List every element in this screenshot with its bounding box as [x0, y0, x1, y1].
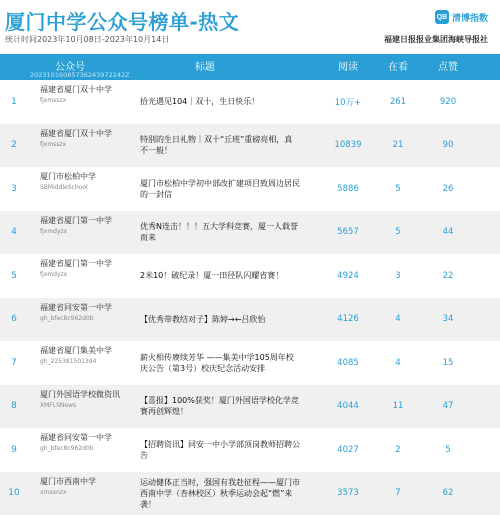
rank-number: 9 — [11, 444, 17, 455]
account-id: gh_2253815013d4 — [40, 358, 97, 365]
account-cell — [40, 345, 132, 366]
table-row[interactable] — [0, 341, 500, 385]
read-count: 4044 — [337, 401, 359, 412]
read-count: 5886 — [337, 183, 359, 194]
stat-period: 统计时间2023年10月08日-2023年10月14日 — [5, 35, 170, 44]
table-row[interactable] — [0, 80, 500, 124]
account-cell — [40, 171, 132, 192]
read-count: 4027 — [337, 444, 359, 455]
read-count: 5657 — [337, 227, 359, 238]
article-title-link[interactable]: 薪火相传赓续芳华 ——集美中学105周年校庆公告（第3号）校庆纪念活动安排 — [140, 352, 294, 373]
account-cell — [40, 302, 132, 323]
like-count: 26 — [442, 183, 454, 194]
account-cell — [40, 258, 132, 279]
rank-number: 3 — [11, 183, 17, 194]
table-row[interactable] — [0, 254, 500, 298]
article-title-link[interactable]: 运动健体正当时，强国有我赴征程——厦门市西南中学（杏林校区）秋季运动会起“燃”来袭！ — [140, 477, 300, 509]
like-count: 90 — [442, 140, 454, 151]
table-row[interactable] — [0, 428, 500, 472]
like-count: 44 — [442, 227, 454, 238]
watching-count: 4 — [395, 314, 401, 325]
account-name[interactable]: 厦门外国语学校微资讯 — [40, 389, 120, 399]
rank-number: 2 — [11, 140, 17, 151]
read-count: 10万+ — [334, 97, 362, 108]
article-title-link[interactable]: 特别的生日礼物｜双十“丘班”重磅亮相，真不一般！ — [140, 135, 293, 156]
table-row[interactable] — [0, 124, 500, 168]
like-count: 5 — [445, 444, 451, 455]
account-cell — [40, 128, 132, 149]
account-name[interactable]: 福建省厦门集美中学 — [40, 346, 112, 355]
account-name[interactable]: 福建省厦门双十中学 — [40, 128, 112, 138]
article-title-link[interactable]: 【优秀带教结对子】陈婷→←吕欣怡 — [140, 314, 266, 324]
watching-count: 21 — [392, 140, 404, 151]
rank-number: 10 — [8, 488, 20, 499]
page-title: 厦门中学公众号榜单-热文 — [5, 10, 240, 34]
account-cell — [40, 84, 132, 105]
account-id: gh_bfec8c962d0b — [40, 314, 94, 322]
account-id: gh_bfec8c962d0b — [40, 445, 94, 452]
read-count: 10839 — [334, 140, 362, 151]
watching-count: 3 — [395, 270, 401, 281]
account-cell — [40, 215, 132, 236]
watching-count: 261 — [389, 96, 407, 107]
account-id: SBMiddleSchool — [40, 184, 88, 191]
article-title-link[interactable]: 【喜报】100%获奖！厦门外国语学校化学竞赛再创辉煌！ — [140, 396, 299, 417]
account-name[interactable]: 福建省同安第一中学 — [40, 433, 112, 442]
publisher-name: 福建日报报业集团海峡导报社 — [384, 35, 488, 44]
account-name[interactable]: 福建省厦门第一中学 — [40, 215, 112, 225]
column-header-like: 点赞 — [438, 62, 458, 73]
column-header-account-sub: 20231016085736243972242Z — [30, 71, 130, 79]
page-header — [0, 0, 500, 54]
column-header-title: 标题 — [195, 62, 215, 73]
article-title-link[interactable]: 【招聘资讯】同安一中小学部顶岗教师招聘公告 — [140, 439, 300, 460]
account-cell — [40, 389, 132, 410]
table-header — [0, 54, 500, 80]
column-header-read: 阅读 — [338, 62, 358, 73]
read-count: 3573 — [337, 488, 359, 499]
watching-count: 4 — [395, 357, 401, 368]
account-name[interactable]: 厦门市西南中学 — [40, 476, 96, 486]
logo-text: 清博指数 — [451, 13, 488, 24]
watching-count: 5 — [395, 227, 401, 238]
like-count: 34 — [442, 314, 454, 325]
account-id: fjxmsszx — [40, 140, 67, 148]
table-row[interactable] — [0, 472, 500, 516]
article-title-link[interactable]: 优秀N连击！！！五大学科竞赛，厦一人载誉而来 — [140, 222, 298, 243]
watching-count: 11 — [392, 401, 404, 412]
account-name[interactable]: 福建省厦门双十中学 — [40, 85, 112, 94]
watching-count: 5 — [395, 183, 401, 194]
rank-number: 4 — [11, 227, 17, 238]
table-row[interactable] — [0, 385, 500, 429]
table-row[interactable] — [0, 298, 500, 342]
article-title-link[interactable]: 2米10！破纪录！厦一田径队闪耀省赛！ — [140, 271, 284, 281]
like-count: 22 — [442, 270, 454, 281]
rank-number: 6 — [11, 314, 17, 325]
account-name[interactable]: 福建省同安第一中学 — [40, 302, 112, 312]
table-row[interactable] — [0, 211, 500, 255]
column-header-watching: 在看 — [388, 62, 408, 73]
account-id: XMFLSNews — [40, 401, 77, 409]
table-row[interactable] — [0, 167, 500, 211]
like-count: 47 — [442, 401, 454, 412]
read-count: 4085 — [337, 357, 359, 368]
article-title-link[interactable]: 厦门市松柏中学初中部改扩建项目致周边居民的一封信 — [140, 178, 300, 199]
account-name[interactable]: 厦门市松柏中学 — [40, 172, 96, 181]
account-id: fjxmsszx — [40, 97, 67, 104]
read-count: 4126 — [337, 314, 359, 325]
article-title-link[interactable]: 拾光遇见104｜双十，生日快乐！ — [140, 97, 260, 107]
like-count: 920 — [439, 96, 457, 107]
watching-count: 2 — [395, 444, 401, 455]
qingbo-logo — [435, 10, 488, 24]
rank-number: 1 — [11, 96, 17, 107]
read-count: 4924 — [337, 270, 359, 281]
account-cell — [40, 432, 132, 453]
column-header-account: 公众号 — [55, 62, 85, 73]
account-id: fjxmdyzx — [40, 227, 68, 235]
like-count: 62 — [442, 488, 454, 499]
account-cell — [40, 476, 132, 497]
rank-number: 8 — [11, 401, 17, 412]
rank-number: 7 — [11, 357, 17, 368]
rank-number: 5 — [11, 270, 17, 281]
logo-icon: QB — [435, 10, 449, 24]
account-id: xmsxnzx — [40, 488, 67, 496]
account-name[interactable]: 福建省厦门第一中学 — [40, 259, 112, 268]
watching-count: 7 — [395, 488, 401, 499]
account-id: fjxmdyzx — [40, 271, 68, 278]
like-count: 15 — [442, 357, 454, 368]
